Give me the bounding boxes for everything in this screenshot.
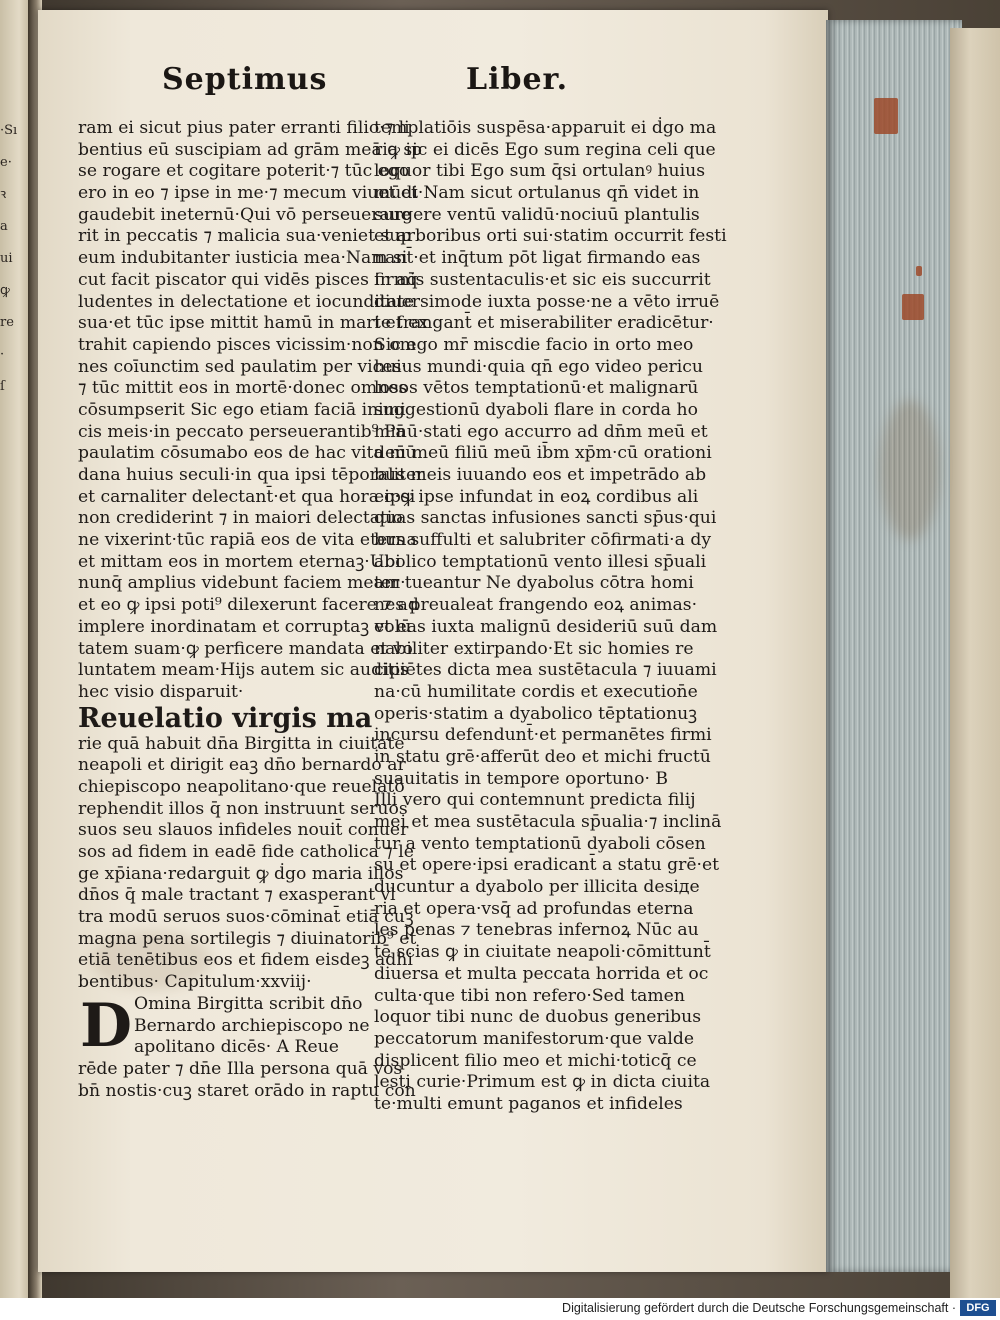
- text-line: ria sic ei dicēs Ego sum regina celi que: [374, 139, 716, 160]
- text-line: mei et mea sustētacula sp̄ualia·⁊ inclinā: [374, 812, 722, 832]
- text-line: ero in eo ⁊ ipse in me·⁊ mecum viuet et: [78, 183, 418, 204]
- text-line: bentibus· Capitulum·xxviij·: [78, 972, 312, 993]
- text-line: operis·statim a dyabolico tēptationuꝫ: [374, 703, 698, 724]
- text-line: se rogare et cogitare poterit·⁊ tūc ego: [78, 161, 410, 182]
- text-line: deū meū filiū meū ib̄m xp̄m·cū orationi: [374, 443, 712, 464]
- text-line: Omina Birgitta scribit dn̄o: [134, 993, 363, 1014]
- text-line: huius mundi·quia qn̄ ego video pericu: [374, 356, 703, 377]
- page-edges: [826, 20, 962, 1272]
- text-line: apolitano dicēs· A Reue: [134, 1037, 339, 1058]
- previous-page-fragment: a: [0, 219, 8, 234]
- text-line: ne vixerint·tūc rapiā eos de vita eterna: [78, 530, 417, 551]
- previous-page-fragment: ꝛ: [0, 187, 7, 202]
- text-line: cipiētes dicta mea sustētacula ⁊ iuuami: [374, 660, 717, 681]
- text-line: hec visio disparuit·: [78, 681, 244, 702]
- text-line: nunq̄ amplius videbunt faciem meam·: [78, 573, 406, 594]
- decorated-initial: D: [79, 990, 133, 1061]
- text-line: displicent filio meo et michi·toticq̄ ce: [374, 1050, 697, 1071]
- text-line: rēde pater ⁊ dn̄e Illa persona quā vos: [78, 1058, 403, 1079]
- text-line: in statu grē·afferūt deo et michi fructū: [374, 746, 711, 767]
- left-column: [78, 118, 428, 1102]
- text-line: sua·et tūc ipse mittit hamū in mari·et ex: [78, 313, 428, 334]
- text-line: et eas iuxta malignū desideriū suū dam: [374, 616, 718, 637]
- text-line: suggestionū dyaboli flare in corda ho: [374, 399, 698, 420]
- previous-page-fragment: e·: [0, 155, 12, 170]
- text-line: loquor tibi Ego sum q̄si ortulanꝰ huius: [374, 161, 706, 182]
- text-line: diuersimode iuxta posse·ne a vēto irruē: [374, 291, 720, 312]
- text-line: nes preualeat frangendo eoꝝ animas·: [374, 595, 698, 616]
- previous-page-fragment: ui: [0, 251, 13, 266]
- text-line: ducuntur a dyabolo per illicita desiде: [374, 877, 700, 898]
- text-line: abolico temptationū vento illesi sp̄uali: [374, 551, 707, 572]
- text-line: incursu defendunt̄·et permanētes firmi: [374, 725, 712, 746]
- previous-page-fragment: ·Sı: [0, 123, 18, 138]
- text-line: nabiliter extirpando·Et sic homies re: [374, 638, 694, 659]
- left-column-bottom-text: [78, 1058, 416, 1102]
- text-line: Illi vero qui contemnunt predicta filij: [374, 790, 696, 811]
- text-line: cis meis·in peccato perseuerantib⁹ Pā: [78, 421, 406, 442]
- stain: [902, 294, 924, 320]
- text-line: minū·stati ego accurro ad dn̄m meū et: [374, 421, 708, 442]
- text-line: suos seu slauos infideles nouit̄ conuer: [78, 820, 409, 841]
- text-line: luntatem meam·Hijs autem sic auditis: [78, 660, 409, 681]
- text-line: suauitatis in tempore oportuno· B: [374, 768, 669, 789]
- right-column-text: [374, 118, 727, 1116]
- text-line: te·multi emunt paganos et infideles: [374, 1093, 683, 1114]
- text-line: ludentes in delectatione et iocunditate: [78, 291, 415, 312]
- dfg-logo: DFG: [960, 1300, 996, 1316]
- text-line: peccatorum manifestorum·que valde: [374, 1028, 695, 1049]
- text-line: et eo ꝙ ipsi poti⁹ dilexerunt facere ⁊ ad: [78, 595, 419, 616]
- right-column: [374, 118, 727, 1116]
- text-line: rephendit illos q̄ non instruunt seruos: [78, 798, 408, 819]
- text-line: etiā tenētibus eos et fidem eisdeꝫ adhi: [78, 950, 413, 971]
- text-line: Bernardo archiepiscopo ne: [134, 1015, 370, 1036]
- text-line: Sic ego mr̄ miscdie facio in orto meo: [374, 334, 694, 355]
- text-line: magna pena sortilegis ⁊ diuinatorib⁹ et: [78, 928, 417, 949]
- running-head-left: Septimus: [162, 62, 328, 97]
- text-line: les penas ⁊ tenebras infernoꝝ Nūc au: [374, 920, 699, 941]
- text-line: ram ei sicut pius pater erranti filio·⁊ li: [78, 118, 410, 138]
- text-line: cut facit piscator qui vidēs pisces in aq̄: [78, 269, 418, 290]
- text-line: gaudebit ineternū·Qui vō perseuerauе: [78, 204, 411, 225]
- text-line: rit in peccatis ⁊ malicia sua·veniet sup: [78, 226, 412, 247]
- text-line: neapoli et dirigit eaꝫ dn̄o bernardo ar: [78, 755, 406, 776]
- text-line: et arboribus orti sui·statim occurrit festi: [374, 226, 727, 247]
- text-line: paulatim cōsumabo eos de hac vita mū: [78, 443, 417, 464]
- text-line: te frangant̄ et miserabiliter eradicētur·: [374, 313, 714, 334]
- cover-board: [950, 28, 1000, 1298]
- text-line: sos ad fidem in eadē fide catholica ⁊ le: [78, 842, 414, 862]
- text-line: ge xp̄iana·redarguit ꝙ ḋgo maria illos: [78, 863, 404, 884]
- text-line: firmis sustentaculis·et sic eis succurrit: [374, 269, 711, 290]
- previous-page-fragment: re: [0, 315, 14, 330]
- chapter-summary: [78, 733, 417, 994]
- previous-page-fragment: ſ: [0, 379, 5, 394]
- left-column-top-text: [78, 118, 428, 704]
- text-line: non crediderint ⁊ in maiori delectatio: [78, 508, 403, 529]
- text-line: chiepiscopo neapolitano·que reuelatō: [78, 776, 405, 797]
- running-head-right: Liber.: [466, 62, 569, 97]
- text-line: dana huius seculi·in qua ipsi tēporaliter: [78, 465, 425, 485]
- initial-paragraph: [78, 990, 370, 1061]
- text-line: culta·que tibi non refero·Sed tamen: [374, 985, 685, 1006]
- text-line: mūdi·Nam sicut ortulanus qn̄ videt in: [374, 183, 700, 204]
- text-line: losos vētos temptationū·et malignarū: [374, 378, 699, 399]
- text-line: bn̄ nostis·cuꝫ staret orādo in raptu con: [78, 1080, 416, 1101]
- initial-lines: [134, 994, 370, 1059]
- text-line: rie quā habuit dn̄a Birgitta in ciuitate: [78, 733, 405, 754]
- chapter-heading: Reuelatio virgis ma: [78, 702, 373, 734]
- funding-credit: Digitalisierung gefördert durch die Deutsche Forschungsgemeinschaft ·: [562, 1301, 956, 1315]
- text-line: su et opere·ipsi eradicant̄ a statu grē·et: [374, 855, 720, 876]
- text-line: tra modū seruos suos·cōminat̄ etiā cuꝫ: [78, 907, 414, 928]
- previous-page-fragment: ·: [0, 347, 5, 362]
- text-line: ria et opera·vsq̄ ad profundas eterna: [374, 898, 694, 919]
- text-line: bus meis iuuando eos et impetrādo ab: [374, 465, 707, 485]
- text-line: dn̄os q̄ male tractant ⁊ exasperant vl: [78, 885, 396, 906]
- text-line: tē scias ꝙ in ciuitate neapoli·cōmittunt̄: [374, 942, 711, 963]
- text-line: tatem suam·ꝙ perficere mandata et vo: [78, 638, 413, 659]
- footer-bar: [0, 1298, 1000, 1320]
- smudge: [880, 400, 940, 540]
- stain: [874, 98, 898, 134]
- text-line: trahit capiendo pisces vicissim·non om: [78, 334, 416, 355]
- text-line: nant̄·et inq̄tum pōt ligat firmando eas: [374, 248, 701, 269]
- text-line: loquor tibi nunc de duobus generibus: [374, 1007, 702, 1028]
- text-line: surgere ventū validū·nociuū plantulis: [374, 204, 700, 225]
- text-line: implere inordinatam et corruptaꝫ volū: [78, 616, 412, 637]
- text-line: diuersa et multa peccata horrida et oc: [374, 963, 709, 984]
- text-line: tur a vento temptationū dyaboli cōsen: [374, 833, 706, 854]
- previous-page-fragment: ꝙ: [0, 283, 10, 298]
- text-line: ⁊ tūc mittit eos in mortē·donec omnes: [78, 378, 408, 399]
- text-line: eo·ꝙ ipse infundat in eoꝝ cordibus ali: [374, 486, 699, 507]
- text-line: eum indubitanter iusticia mea·Nam si: [78, 248, 408, 269]
- text-line: bentius eū suscipiam ad grām meā ꝙ ip: [78, 139, 423, 160]
- text-line: quas sanctas infusiones sancti sp̄us·qui: [374, 508, 717, 529]
- stain: [916, 266, 922, 276]
- text-line: na·cū humilitate cordis et execution̄e: [374, 681, 698, 702]
- text-line: et mittam eos in mortem eternaꝫ·Ubi: [78, 551, 401, 572]
- text-line: cōsumpserit Sic ego etiam faciā inimi: [78, 399, 406, 420]
- text-line: lesti curie·Primum est ꝙ in dicta ciuita: [374, 1072, 711, 1093]
- text-line: et carnaliter delectant̄·et qua hora ipsi: [78, 486, 416, 507]
- text-line: ter tueantur Ne dyabolus cōtra homi: [374, 573, 694, 594]
- text-line: nes coīunctim sed paulatim per vices·: [78, 356, 407, 377]
- text-line: templatiōis suspēsa·apparuit ei ḋgo ma: [374, 118, 717, 138]
- text-line: bus suffulti et salubriter cōfirmati·a dy: [374, 530, 712, 551]
